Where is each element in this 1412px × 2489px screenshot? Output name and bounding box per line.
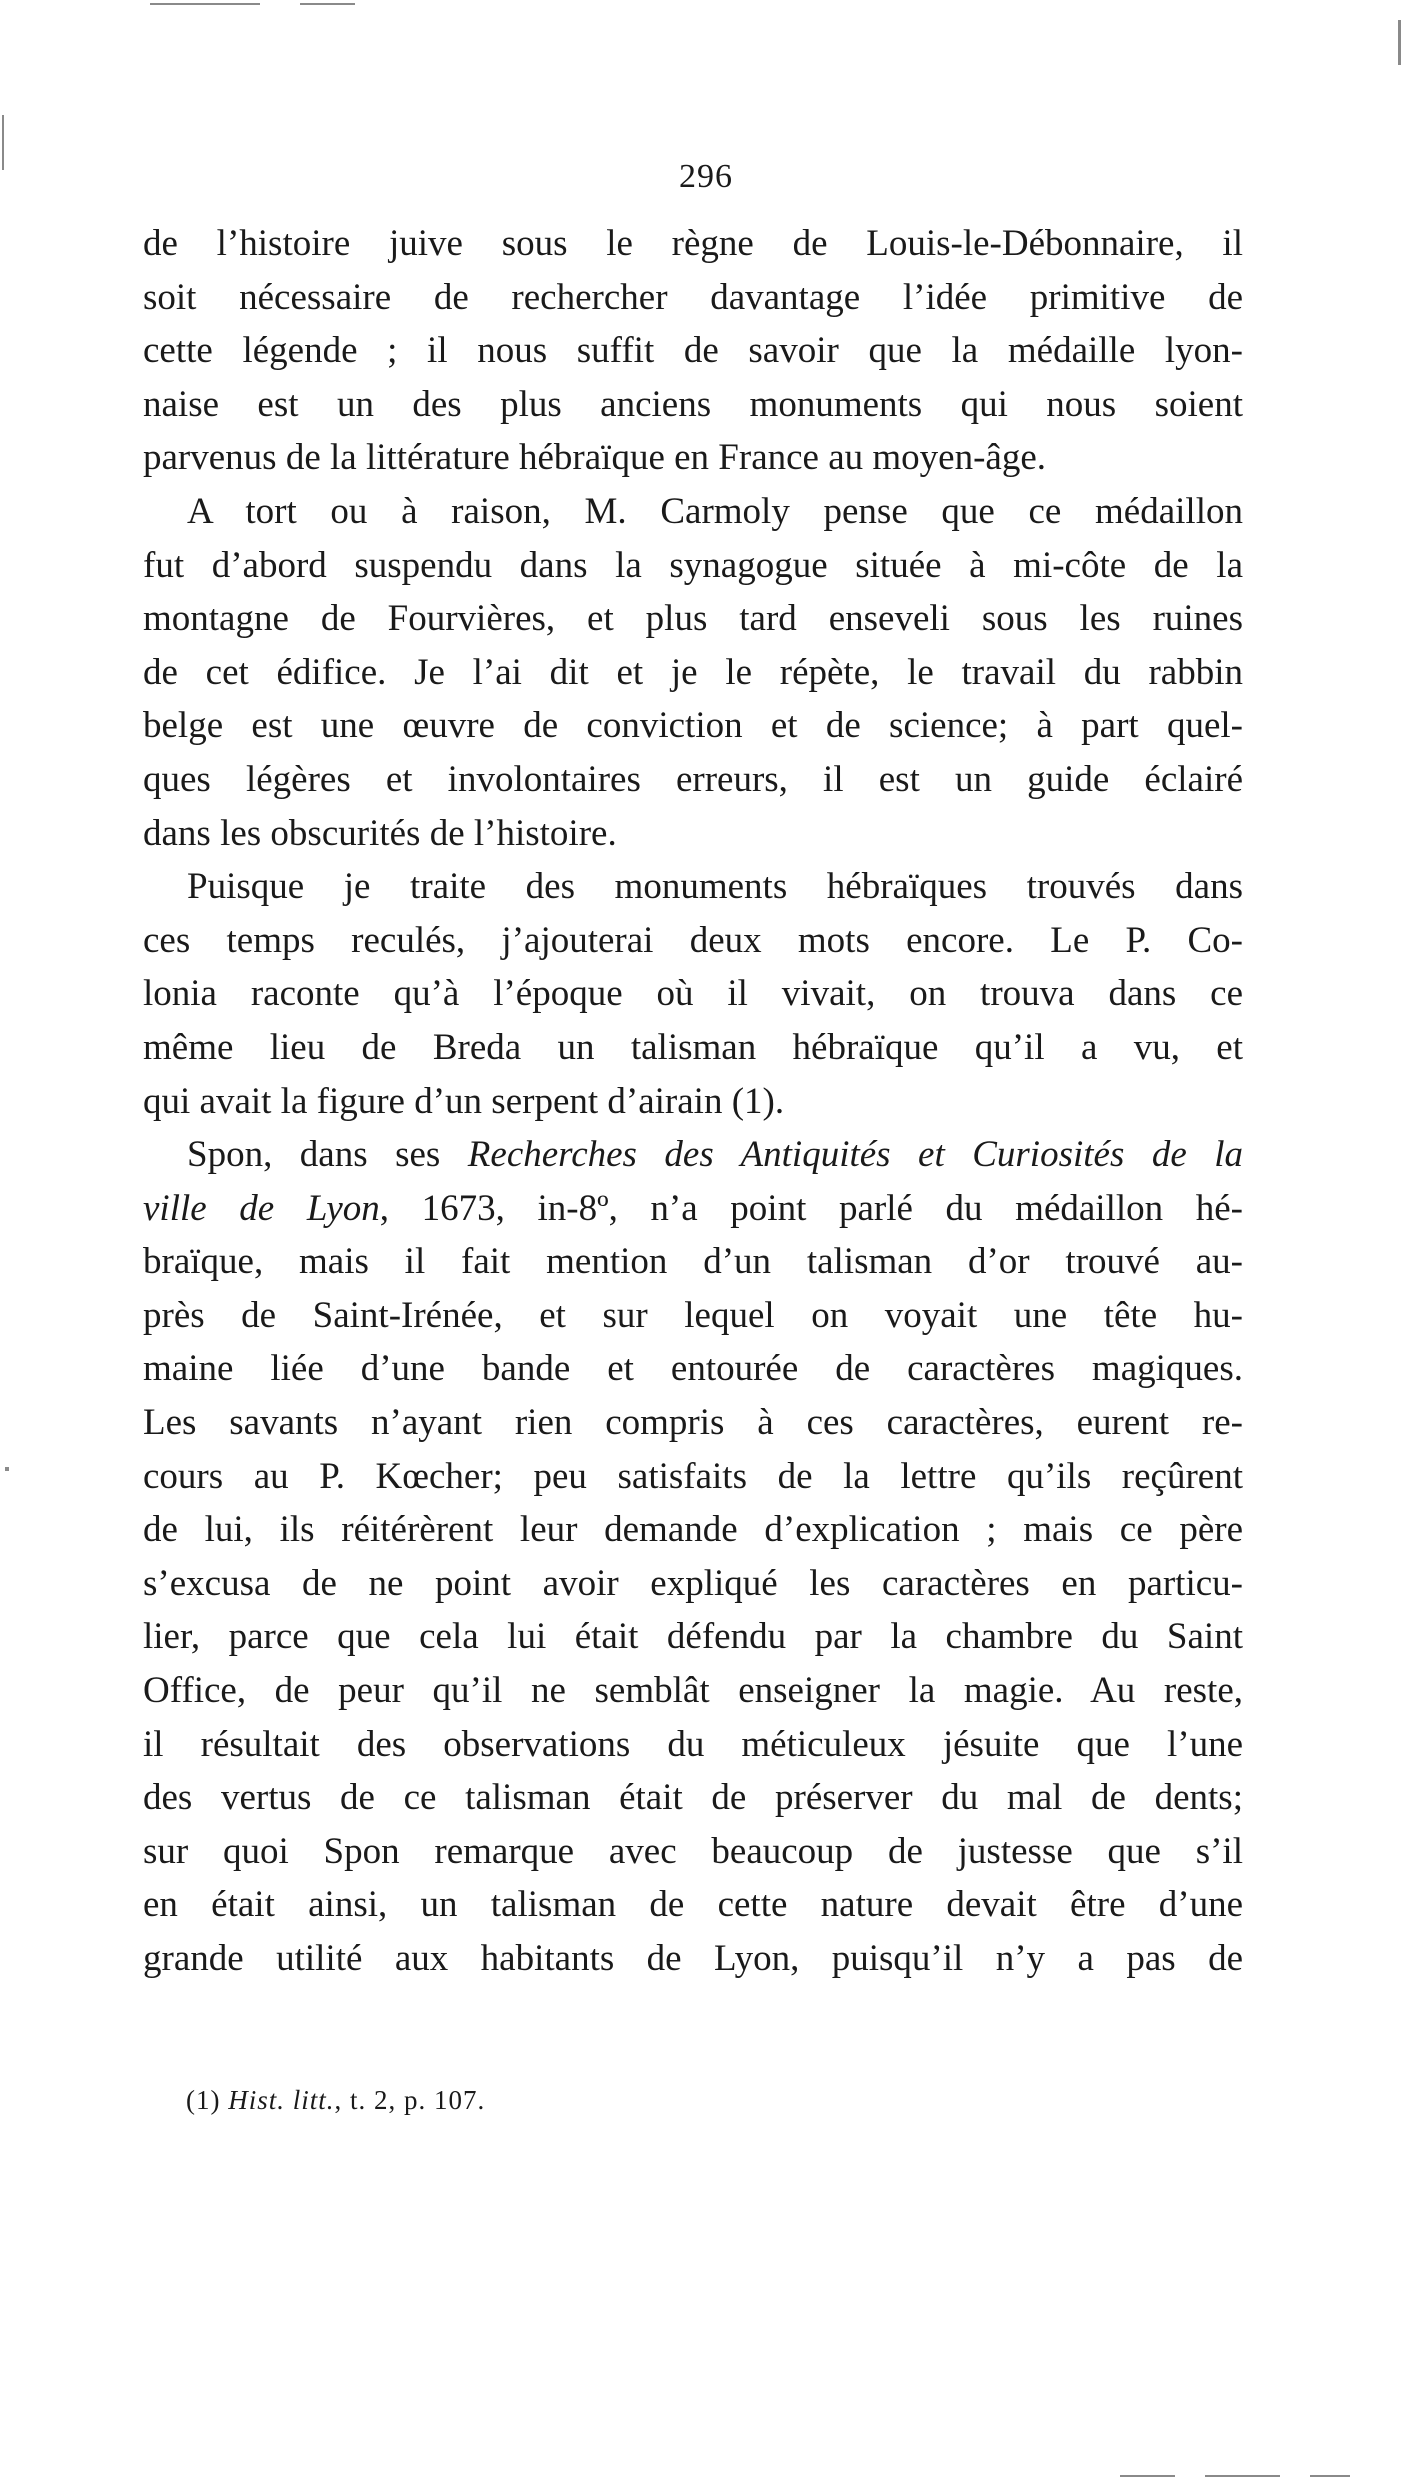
text-line: [143, 1235, 1243, 1289]
text-line: [143, 217, 1243, 271]
text-line: [143, 378, 1243, 432]
text-fragment: fut d’abord suspendu dans la synagogue située à mi-côte de la: [143, 544, 1243, 586]
text-fragment: braïque, mais il fait mention d’un talisman d’or trouvé au-: [143, 1241, 1243, 1283]
text-fragment: grande utilité aux habitants de Lyon, puisqu’il n’y a pas de: [143, 1938, 1243, 1979]
text-line: [143, 1503, 1243, 1557]
scan-artifact-bottom-2: [1205, 2475, 1280, 2477]
text-line: [143, 1664, 1243, 1718]
text-line: [143, 646, 1243, 700]
text-line: [143, 1557, 1243, 1611]
text-line: [143, 1610, 1243, 1664]
scan-artifact-top: [150, 3, 260, 5]
text-fragment: A tort ou à raison, M. Carmoly pense que ce médaillon: [187, 490, 1243, 532]
scan-artifact-left-2: [5, 1467, 9, 1471]
scan-artifact-top-2: [300, 3, 355, 5]
text-fragment: lonia raconte qu’à l’époque où il vivait, on trouva dans ce: [143, 973, 1243, 1015]
text-fragment: Spon, dans ses: [187, 1134, 468, 1176]
text-line: [143, 807, 1243, 861]
text-line: [143, 1450, 1243, 1504]
text-fragment: près de Saint-Irénée, et sur lequel on voyait une tête hu-: [143, 1294, 1243, 1336]
text-fragment: maine liée d’une bande et entourée de caractères magiques.: [143, 1348, 1243, 1390]
text-line: [143, 485, 1243, 539]
text-fragment: naise est un des plus anciens monuments qui nous soient: [143, 383, 1243, 425]
text-line: [143, 1771, 1243, 1825]
text-fragment: même lieu de Breda un talisman hébraïque qu’il a vu, et: [143, 1026, 1243, 1068]
text-line: [143, 914, 1243, 968]
text-fragment: parvenus de la littérature hébraïque en France au moyen-âge.: [143, 437, 1046, 479]
body-text: [143, 217, 1243, 1986]
text-fragment: de l’histoire juive sous le règne de Louis-le-Débonnaire, il: [143, 223, 1243, 264]
scan-artifact-bottom-3: [1310, 2475, 1350, 2477]
text-line: [143, 1128, 1243, 1182]
text-fragment: lier, parce que cela lui était défendu par la chambre du Saint: [143, 1616, 1243, 1658]
footnote: [186, 2085, 485, 2116]
text-fragment: il résultait des observations du méticuleux jésuite que l’une: [143, 1723, 1243, 1765]
text-line: [143, 1932, 1243, 1986]
text-line: [143, 1396, 1243, 1450]
text-fragment: Puisque je traite des monuments hébraïques trouvés dans: [187, 866, 1243, 908]
footnote-marker: (1): [186, 2085, 229, 2115]
text-line: [143, 753, 1243, 807]
text-fragment: , 1673, in-8º, n’a point parlé du médaillon hé-: [379, 1187, 1243, 1229]
text-fragment: de cet édifice. Je l’ai dit et je le répète, le travail du rabbin: [143, 651, 1243, 693]
text-line: [143, 1878, 1243, 1932]
scan-artifact-bottom: [1120, 2475, 1175, 2477]
italic-title-fragment: ville de Lyon: [143, 1187, 380, 1229]
footnote-reference: , t. 2, p. 107.: [334, 2085, 486, 2115]
text-line: [143, 592, 1243, 646]
italic-title-fragment: Recherches des Antiquités et Curiosités de la: [467, 1134, 1244, 1176]
page-number: 296: [679, 158, 733, 195]
text-fragment: ces temps reculés, j’ajouterai deux mots encore. Le P. Co-: [143, 919, 1243, 961]
text-fragment: cette légende ; il nous suffit de savoir que la médaille lyon-: [143, 330, 1243, 372]
text-fragment: en était ainsi, un talisman de cette nature devait être d’une: [143, 1884, 1243, 1926]
text-line: [143, 1825, 1243, 1879]
text-fragment: soit nécessaire de rechercher davantage l’idée primitive de: [143, 276, 1243, 318]
text-line: [143, 431, 1243, 485]
text-fragment: sur quoi Spon remarque avec beaucoup de justesse que s’il: [143, 1830, 1243, 1872]
text-fragment: dans les obscurités de l’histoire.: [143, 812, 617, 854]
text-fragment: de lui, ils réitérèrent leur demande d’explication ; mais ce père: [143, 1509, 1243, 1551]
text-line: [143, 699, 1243, 753]
text-fragment: qui avait la figure d’un serpent d’airain (1).: [143, 1080, 785, 1122]
text-fragment: belge est une œuvre de conviction et de science; à part quel-: [143, 705, 1243, 747]
text-line: [143, 539, 1243, 593]
text-line: [143, 860, 1243, 914]
footnote-source: Hist. litt.: [228, 2085, 335, 2115]
text-line: [143, 1342, 1243, 1396]
text-line: [143, 1289, 1243, 1343]
text-line: [143, 967, 1243, 1021]
text-line: [143, 1718, 1243, 1772]
text-fragment: Les savants n’ayant rien compris à ces caractères, eurent re-: [143, 1402, 1243, 1444]
text-line: [143, 324, 1243, 378]
text-fragment: montagne de Fourvières, et plus tard enseveli sous les ruines: [143, 598, 1243, 640]
scan-artifact-right: [1398, 20, 1401, 65]
text-fragment: cours au P. Kœcher; peu satisfaits de la lettre qu’ils reçûrent: [143, 1455, 1243, 1497]
text-fragment: Office, de peur qu’il ne semblât enseigner la magie. Au reste,: [143, 1670, 1243, 1712]
text-fragment: ques légères et involontaires erreurs, il est un guide éclairé: [143, 758, 1243, 800]
text-line: [143, 1021, 1243, 1075]
text-line: [143, 271, 1243, 325]
text-fragment: des vertus de ce talisman était de préserver du mal de dents;: [143, 1777, 1243, 1819]
text-line: [143, 1182, 1243, 1236]
text-fragment: s’excusa de ne point avoir expliqué les caractères en particu-: [143, 1562, 1243, 1604]
text-line: [143, 1075, 1243, 1129]
